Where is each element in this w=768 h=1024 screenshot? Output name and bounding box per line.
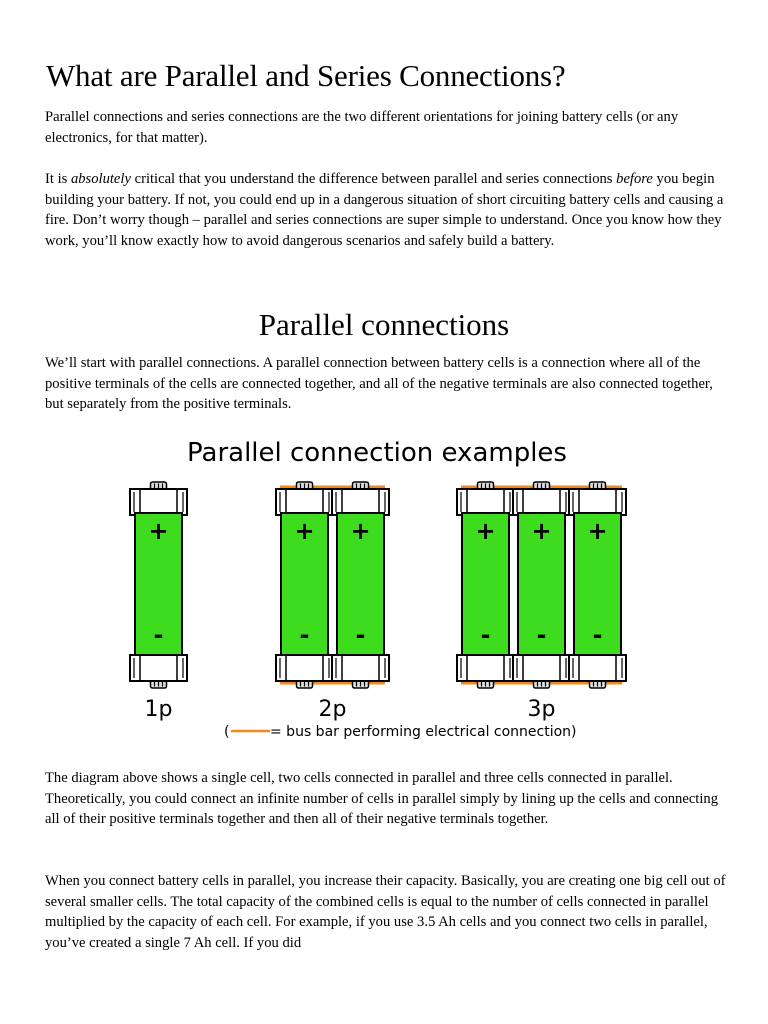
plus-sign: + [294, 517, 315, 545]
holder-bottom [130, 655, 187, 681]
holder-bottom [276, 655, 333, 681]
cells-layer [130, 482, 626, 722]
legend-open-paren: ( [224, 724, 230, 740]
plus-sign: + [475, 517, 496, 545]
text-run: you begin building your battery. If not, you could end up in a dangerous situation of short circuiting battery cells and causing a fire. Don’t worry though – parallel and series connections are super simple to understand. Once you know how they work, you’ll know exactly how to avoid dangerous scenarios and safely build a battery. [45, 171, 724, 249]
text-run: It is [45, 171, 71, 187]
group-label-3p: 3p [527, 697, 556, 722]
holder-bottom [513, 655, 570, 681]
section-heading: Parallel connections [258, 307, 510, 342]
holder-bottom [332, 655, 389, 681]
parallel-connection-diagram [100, 425, 660, 755]
cell-group-2p [276, 482, 389, 722]
emphasis-before: before [616, 171, 653, 187]
minus-sign: - [299, 621, 310, 649]
text-run: critical that you understand the difference between parallel and series connections [130, 171, 617, 187]
diagram-title: Parallel connection examples [187, 438, 567, 468]
intro-paragraph-1: Parallel connections and series connections are the two different orientations for joining battery cells (or any electronics, for that matter). [45, 109, 679, 146]
intro-paragraph-2 [45, 169, 730, 251]
section-paragraph-1: We’ll start with parallel connections. A parallel connection between battery cells is a connection where all of the positive terminals of the cells are connected together, and all of the negative terminals are also connected together, but separately from the positive terminals. [45, 355, 713, 413]
holder-top [130, 489, 187, 515]
minus-sign: - [592, 621, 603, 649]
group-label-2p: 2p [318, 697, 347, 722]
plus-sign: + [148, 517, 169, 545]
cell-group-1p [130, 482, 187, 722]
emphasis-absolutely: absolutely [70, 171, 131, 187]
holder-top [513, 489, 570, 515]
group-label-1p: 1p [144, 697, 173, 722]
holder-bottom [569, 655, 626, 681]
cell-group-3p [457, 482, 626, 722]
diagram-legend [224, 724, 577, 740]
diagram-svg [100, 425, 660, 755]
holder-top [457, 489, 514, 515]
section-paragraph-2: The diagram above shows a single cell, two cells connected in parallel and three cells connected in parallel. Theoretically, you could connect an infinite number of cells in parallel simply by lining up the cells and connecting all of their positive terminals together and then all of their negative terminals together. [45, 770, 719, 828]
plus-sign: + [531, 517, 552, 545]
section-paragraph-3: When you connect battery cells in parallel, you increase their capacity. Basically, you are creating one big cell out of several smaller cells. The total capacity of the combined cells is equal to the number of cells connected in parallel multiplied by the capacity of each cell. For example, if you use 3.5 Ah cells and you connect two cells in parallel, you’ve created a single 7 Ah cell. If you did [45, 873, 726, 951]
holder-bottom [457, 655, 514, 681]
minus-sign: - [355, 621, 366, 649]
plus-sign: + [587, 517, 608, 545]
plus-sign: + [350, 517, 371, 545]
holder-top [332, 489, 389, 515]
legend-text: = bus bar performing electrical connection) [270, 724, 577, 740]
page-title: What are Parallel and Series Connections? [46, 58, 566, 93]
minus-sign: - [480, 621, 491, 649]
minus-sign: - [153, 621, 164, 649]
holder-top [276, 489, 333, 515]
minus-sign: - [536, 621, 547, 649]
holder-top [569, 489, 626, 515]
